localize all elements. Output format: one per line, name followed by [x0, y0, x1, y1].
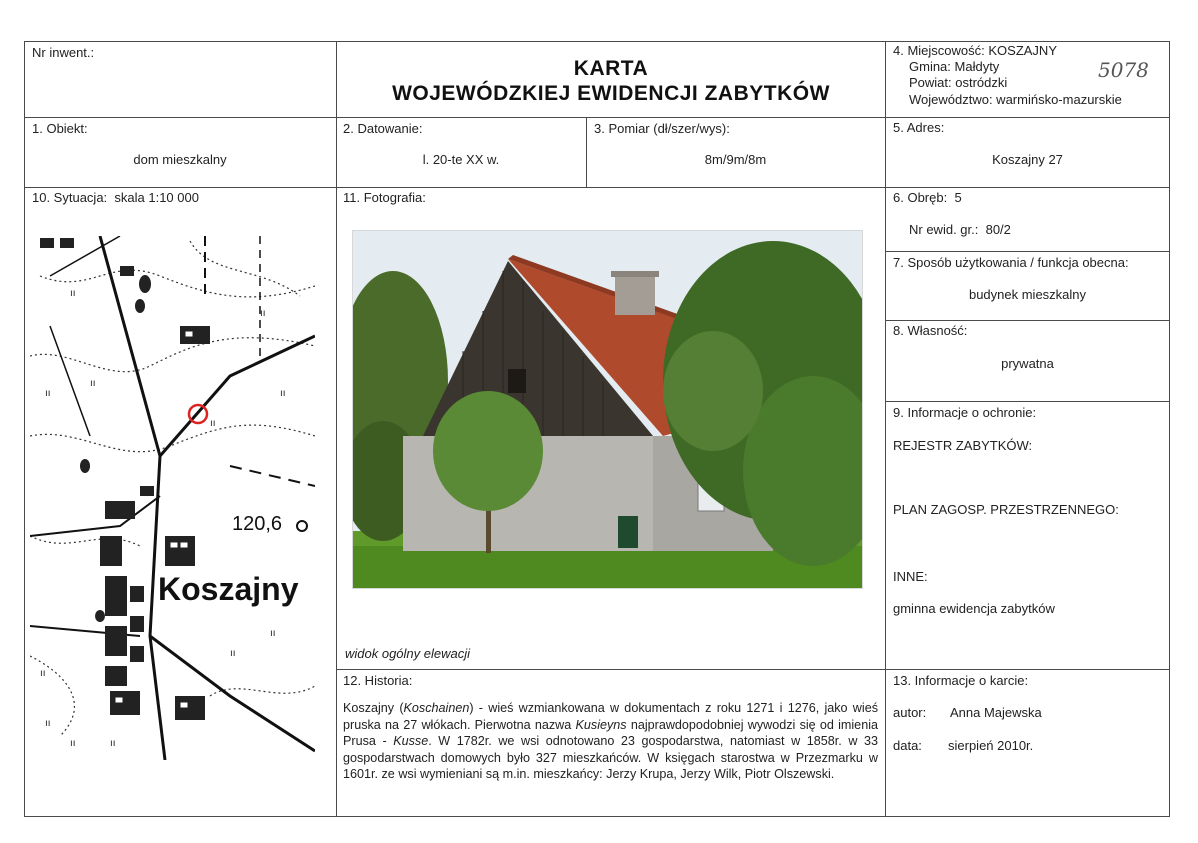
history-text-7: . W 1782r. we wsi odnotowano 23 gospodarstwa, natomiast w 1858r. w 33 gospodarstwach domowych było 327 mieszkańców. W księgach starostwa w Przezmarku w 1601r. ze wsi wymieniani są m.in. mieszkańcy: Jerzy Krupa, Jerzy Wilk, Piotr Olszewski.	[343, 734, 878, 782]
usage-value: budynek mieszkalny	[968, 287, 1087, 302]
object-value: dom mieszkalny	[133, 152, 227, 167]
ownership-value: prywatna	[1001, 356, 1054, 371]
situation-scale: skala 1:10 000	[114, 190, 199, 205]
photo-label: 11. Fotografia:	[343, 190, 426, 205]
author-value: Anna Majewska	[950, 705, 1042, 720]
object-label: 1. Obiekt:	[32, 121, 88, 136]
card-title-line1: KARTA	[573, 57, 649, 80]
ownership-label: 8. Własność:	[893, 323, 968, 338]
history-text-5: najprawdopodobniej wywodzi się od imienia Prusa -	[343, 717, 878, 749]
svg-text:ıı: ıı	[110, 738, 116, 749]
other-label: INNE:	[893, 569, 928, 584]
parcel-value: 80/2	[985, 222, 1011, 237]
history-text-2: Koschainen	[403, 701, 470, 715]
dating-label: 2. Datowanie:	[343, 121, 423, 136]
measure-value: 8m/9m/8m	[704, 152, 767, 167]
svg-text:ıı: ıı	[280, 388, 286, 399]
measure-label: 3. Pomiar (dł/szer/wys):	[594, 121, 730, 136]
svg-text:ıı: ıı	[270, 628, 276, 639]
address-label: 5. Adres:	[893, 120, 945, 135]
svg-text:ıı: ıı	[260, 308, 266, 319]
building-photo	[352, 230, 863, 589]
situation-map	[30, 236, 315, 760]
frame-bottom	[24, 816, 1170, 817]
situation-label	[32, 190, 199, 205]
district: Powiat: ostródzki	[909, 75, 1008, 90]
register-label: REJESTR ZABYTKÓW:	[893, 438, 1033, 453]
svg-text:ıı: ıı	[45, 388, 51, 399]
locality: 4. Miejscowość: KOSZAJNY	[893, 43, 1057, 58]
parcel-number	[909, 222, 1011, 237]
house-photo-image	[353, 231, 862, 588]
history-text-1: Koszajny (	[343, 701, 404, 715]
situation-label-text: 10. Sytuacja:	[32, 190, 108, 205]
spatial-plan-label: PLAN ZAGOSP. PRZESTRZENNEGO:	[893, 502, 1119, 517]
precinct-value: 5	[954, 190, 962, 205]
dating-value: l. 20-te XX w.	[422, 152, 500, 167]
photo-caption: widok ogólny elewacji	[345, 646, 471, 661]
right-divider-ownership	[885, 320, 1170, 321]
author-label: autor:	[893, 705, 927, 720]
svg-text:ıı: ıı	[40, 668, 46, 679]
row-divider-1	[24, 117, 1170, 118]
other-value: gminna ewidencja zabytków	[893, 601, 1055, 616]
elevation-point-icon	[297, 521, 307, 531]
history-text-3: ) - wieś wzmiankowana w dokumentach z roku 1271 i 1276, jako wieś pruska na 27 włókach. Pierwotna nazwa	[343, 701, 878, 732]
frame-top	[24, 41, 1170, 42]
map-place-name: Koszajny	[158, 571, 299, 607]
svg-text:ıı: ıı	[70, 288, 76, 299]
history-text-4: Kusieyns	[575, 717, 627, 732]
usage-label: 7. Sposób użytkowania / funkcja obecna:	[893, 255, 1129, 270]
svg-text:ıı: ıı	[45, 718, 51, 729]
handwritten-number: 5078	[1098, 58, 1149, 82]
svg-text:ıı: ıı	[70, 738, 76, 749]
svg-text:ıı: ıı	[90, 378, 96, 389]
precinct-label	[893, 190, 962, 205]
precinct-label-text: 6. Obręb:	[893, 190, 948, 205]
history-label: 12. Historia:	[343, 673, 413, 688]
row-divider-2	[24, 187, 1170, 188]
card-info-label: 13. Informacje o karcie:	[893, 673, 1029, 688]
topographic-map-image	[30, 236, 315, 760]
history-text	[343, 700, 878, 783]
inventory-number-label: Nr inwent.:	[32, 45, 95, 60]
right-divider-usage	[885, 251, 1170, 252]
commune: Gmina: Małdyty	[909, 59, 1000, 74]
parcel-label: Nr ewid. gr.:	[909, 222, 979, 237]
address-value: Koszajny 27	[992, 152, 1063, 167]
date-value: sierpień 2010r.	[948, 738, 1034, 753]
svg-text:ıı: ıı	[210, 418, 216, 429]
date-label: data:	[893, 738, 922, 753]
protection-label: 9. Informacje o ochronie:	[893, 405, 1037, 420]
history-text-6: Kusse	[393, 734, 429, 749]
right-divider-protection	[885, 401, 1170, 402]
voivodeship: Województwo: warmińsko-mazurskie	[909, 92, 1122, 107]
map-elevation: 120,6	[232, 513, 283, 535]
row-divider-history	[336, 669, 1170, 670]
svg-text:ıı: ıı	[230, 648, 236, 659]
card-title-line2: WOJEWÓDZKIEJ EWIDENCJI ZABYTKÓW	[392, 82, 830, 105]
